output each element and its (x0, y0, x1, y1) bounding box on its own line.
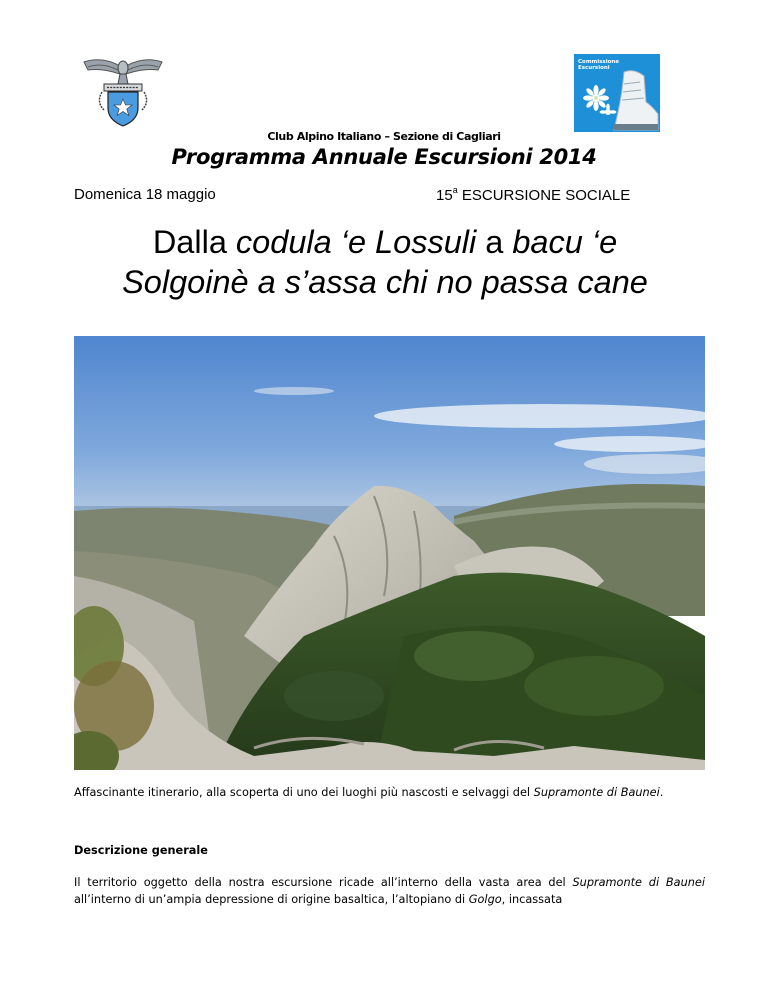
title-part: bacu ‘e (512, 224, 618, 260)
description-text: all’interno di un’ampia depressione di origine basaltica, l’altopiano di (74, 893, 469, 906)
landscape-photo (74, 336, 705, 770)
title-part: codula ‘e Lossuli (235, 224, 477, 260)
section-heading: Descrizione generale (74, 844, 208, 857)
caption-text: Affascinante itinerario, alla scoperta di uno dei luoghi più nascosti e selvaggi del (74, 786, 534, 799)
caption-text: Supramonte di Baunei (533, 786, 660, 799)
excursion-type: ESCURSIONE SOCIALE (461, 187, 631, 204)
excursion-number-superscript: a (452, 185, 458, 195)
photo-caption (74, 784, 705, 801)
excursion-label (436, 186, 630, 204)
description-text: Il territorio oggetto della nostra escursione ricade all’interno della vasta area del (74, 876, 573, 889)
description-text: Supramonte di Baunei (572, 876, 705, 889)
description-text: , incassata (501, 893, 563, 906)
svg-text:Escursioni: Escursioni (578, 65, 610, 71)
excursion-title (40, 222, 730, 302)
organization-line: Club Alpino Italiano – Sezione di Cagliari (267, 130, 501, 143)
title-part: a (476, 224, 513, 260)
title-part: Solgoinè a s’assa chi no passa cane (122, 264, 648, 300)
program-title: Programma Annuale Escursioni 2014 (171, 145, 597, 169)
caption-text: . (659, 786, 664, 799)
event-date: Domenica 18 maggio (74, 186, 216, 203)
description-text: Golgo (468, 893, 502, 906)
cai-logo (82, 54, 164, 128)
svg-text:Commissione: Commissione (578, 59, 620, 65)
commissione-escursioni-logo (574, 54, 660, 132)
title-part: Dalla (152, 224, 236, 260)
description-paragraph (74, 874, 705, 908)
excursion-number: 15 (436, 187, 453, 204)
